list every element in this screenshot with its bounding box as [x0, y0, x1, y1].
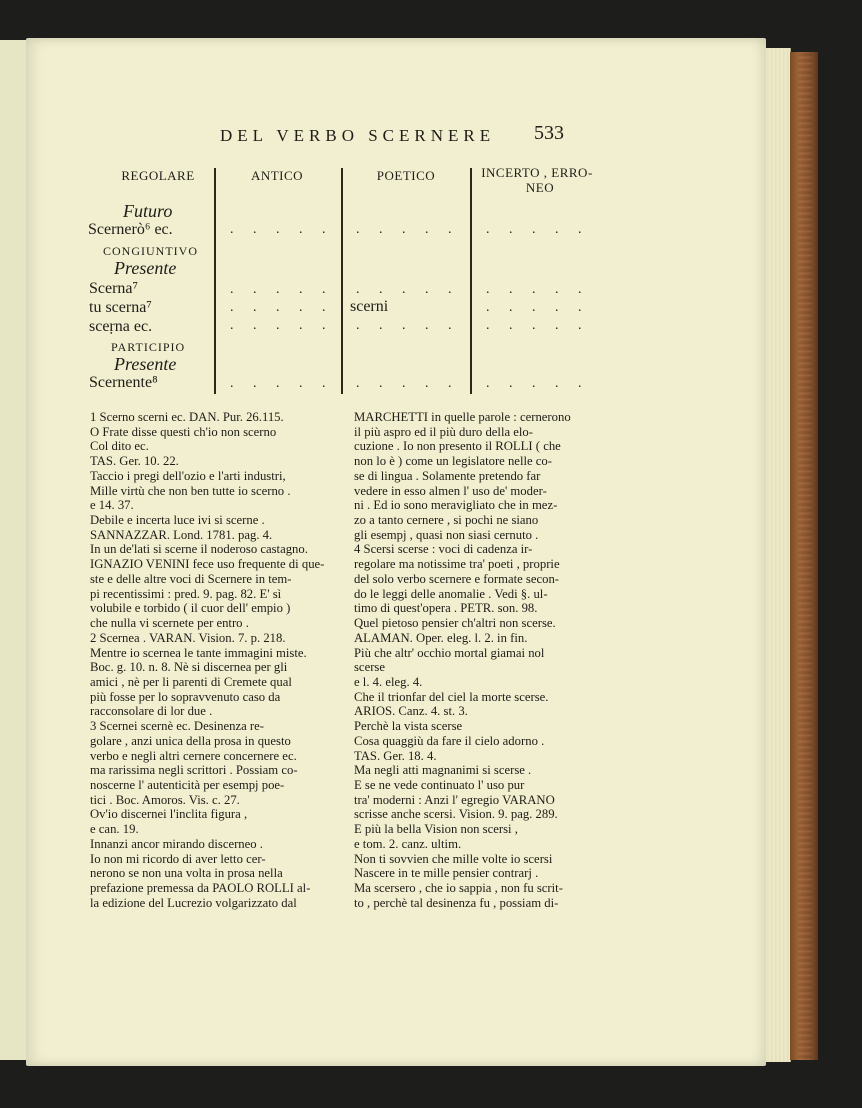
footnote-line: gli esempj , quasi non siasi cernuto .: [354, 527, 539, 542]
footnote-line: ni . Ed io sono meravigliato che in mez-: [354, 498, 558, 513]
footnote-line: Perchè la vista scerse: [354, 719, 463, 734]
footnote-line: E più la bella Vision non scersi ,: [354, 822, 518, 837]
footnote-line: noscerne l' autenticità per esempj poe-: [90, 778, 285, 792]
dots-poetico: . . . . .: [356, 222, 460, 237]
footnote-line: amici , nè per li parenti di Cremete qual: [90, 674, 292, 689]
footnote-line: IGNAZIO VENINI fece uso frequente di que-: [90, 557, 325, 572]
footnote-line: e tom. 2. canz. ultim.: [354, 836, 462, 851]
footnote-line: tra' moderni : Anzi l' egregio VARANO: [354, 792, 555, 807]
page-number: 533: [534, 122, 564, 144]
dots-antico: . . . . .: [230, 300, 334, 315]
book-cover-spine: [790, 52, 818, 1060]
footnote-line: racconsolare di lor due .: [90, 704, 213, 719]
footnote-line: 2 Scernea . VARAN. Vision. 7. p. 218.: [90, 630, 286, 645]
footnote-line: Ma negli atti magnanimi si scerse .: [354, 763, 532, 778]
footnote-line: Nascere in te mille pensier contrarj .: [354, 866, 539, 881]
footnote-line: la edizione del Lucrezio volgarizzato dal: [90, 895, 297, 910]
running-head: DEL VERBO SCERNERE: [220, 126, 496, 145]
footnote-line: Quel pietoso pensier ch'altri non scerse.: [354, 616, 556, 631]
row-label: Scernente⁸: [89, 374, 158, 391]
footnote-line: In un de'lati si scerne il noderoso castagno.: [90, 542, 308, 557]
row-label: Scernerò⁶ ec.: [88, 221, 173, 238]
row-label: Futuro: [123, 201, 173, 221]
poetico-value: scerni: [350, 298, 389, 315]
footnote-line: tici . Boc. Amoros. Vis. c. 27.: [90, 792, 240, 807]
footnote-line: Ma scersero , che io sappia , non fu scrit-: [354, 881, 563, 896]
footnote-line: non lo è ) come un legislatore nelle co-: [354, 454, 552, 469]
footnote-line: E se ne vede continuato l' uso pur: [354, 778, 525, 792]
row-label: tu scerna⁷: [89, 299, 152, 316]
dots-incerto: . . . . .: [486, 376, 590, 391]
footnote-line: cuzione . Io non presento il ROLLI ( che: [354, 439, 561, 454]
footnote-line: scerse: [354, 660, 385, 675]
footnote-line: 4 Scersi scerse : voci di cadenza ir-: [354, 542, 533, 557]
header-regolare: REGOLARE: [121, 168, 195, 183]
footnote-line: ma rarissima negli scrittori . Possiam co-: [90, 763, 298, 778]
footnote-line: ALAMAN. Oper. eleg. l. 2. in fin.: [354, 630, 528, 645]
page-edges: [762, 48, 791, 1062]
dots-poetico: . . . . .: [356, 282, 460, 297]
dots-antico: . . . . .: [230, 222, 334, 237]
footnote-line: Boc. g. 10. n. 8. Nè si discernea per gli: [90, 660, 288, 675]
dots-antico: . . . . .: [230, 376, 334, 391]
footnote-line: più fosse per lo sopravvenuto caso da: [90, 689, 281, 704]
footnote-line: del solo verbo scernere e formate secon-: [354, 571, 560, 586]
row-label: PARTICIPIO: [111, 340, 186, 354]
footnote-line: verbo e negli altri cernere concernere ec.: [90, 748, 297, 763]
header-poetico: POETICO: [376, 168, 436, 183]
footnote-line: do le leggi delle anomalie . Vedi §. ul-: [354, 586, 548, 601]
footnote-line: Più che altr' occhio mortal giamai nol: [354, 645, 545, 660]
footnote-line: Non ti sovvien che mille volte io scersi: [354, 851, 553, 866]
footnote-line: regolare ma notissime tra' poeti , proprie: [354, 557, 560, 572]
dots-incerto: . . . . .: [486, 222, 590, 237]
footnote-line: ARIOS. Canz. 4. st. 3.: [354, 704, 468, 719]
footnote-line: scrisse anche scersi. Vision. 9. pag. 289.: [354, 807, 558, 822]
footnote-line: pi recentissimi : pred. 9. pag. 82. E' sì: [90, 586, 282, 601]
footnote-line: Innanzi ancor mirando discerneo .: [90, 836, 263, 851]
footnote-line: che nulla vi scernete per entro .: [90, 616, 249, 631]
footnote-line: TAS. Ger. 18. 4.: [354, 748, 437, 763]
footnote-line: se di lingua . Solamente pretendo far: [354, 468, 541, 483]
dots-incerto: . . . . .: [486, 318, 590, 333]
dots-incerto: . . . . .: [486, 282, 590, 297]
footnote-line: 1 Scerno scerni ec. DAN. Pur. 26.115.: [90, 410, 284, 424]
header-incerto: INCERTO , ERRO-: [481, 165, 593, 180]
row-label: CONGIUNTIVO: [103, 244, 198, 258]
dots-poetico: . . . . .: [356, 376, 460, 391]
dots-poetico: . . . . .: [356, 318, 460, 333]
footnote-line: Col dito ec.: [90, 439, 149, 454]
footnote-line: prefazione premessa da PAOLO ROLLI al-: [90, 881, 311, 896]
footnote-line: Taccio i pregi dell'ozio e l'arti industri,: [90, 468, 286, 483]
footnote-line: to , perchè tal desinenza fu , possiam di-: [354, 895, 559, 910]
footnote-line: zo a tanto cernere , si pochi ne siano: [354, 513, 539, 528]
footnote-line: nerono se non una volta in prosa nella: [90, 866, 283, 881]
dots-antico: . . . . .: [230, 318, 334, 333]
footnote-line: Mille virtù che non ben tutte io scerno .: [90, 483, 291, 498]
footnote-line: Ov'io discernei l'inclita figura ,: [90, 807, 248, 822]
footnote-line: SANNAZZAR. Lond. 1781. pag. 4.: [90, 527, 273, 542]
column-rule: [470, 168, 472, 394]
footnote-line: TAS. Ger. 10. 22.: [90, 454, 179, 469]
column-rule: [214, 168, 216, 394]
footnote-line: Mentre io scernea le tante immagini miste.: [90, 645, 307, 660]
footnote-line: golare , anzi unica della prosa in questo: [90, 733, 291, 748]
footnote-line: e 14. 37.: [90, 498, 134, 513]
footnote-line: il più aspro ed il più duro della elo-: [354, 424, 533, 439]
header-antico: ANTICO: [250, 168, 304, 183]
dots-incerto: . . . . .: [486, 300, 590, 315]
footnote-line: volubile e torbido ( il cuor dell' empio ): [90, 601, 291, 616]
row-label: sceṛna ec.: [89, 318, 153, 335]
footnote-line: e l. 4. eleg. 4.: [354, 674, 423, 689]
footnote-line: ste e delle altre voci di Scernere in tem-: [90, 571, 292, 586]
footnote-line: O Frate disse questi ch'io non scerno: [90, 424, 277, 439]
footnote-line: e can. 19.: [90, 822, 139, 837]
footnote-line: Debile e incerta luce ivi si scerne .: [90, 513, 265, 528]
footnote-line: timo di quest'opera . PETR. son. 98.: [354, 601, 538, 616]
row-label: Presente: [114, 354, 177, 374]
footnote-line: 3 Scernei scernè ec. Desinenza re-: [90, 719, 265, 734]
row-label: Scerna⁷: [89, 280, 139, 297]
footnote-line: Io non mi ricordo di aver letto cer-: [90, 851, 266, 866]
column-rule: [341, 168, 343, 394]
footnote-line: MARCHETTI in quelle parole : cernerono: [354, 410, 571, 424]
footnote-line: Cosa quaggiù da fare il cielo adorno .: [354, 733, 545, 748]
footnote-line: Che il trionfar del ciel la morte scerse.: [354, 689, 549, 704]
header-incerto-cont: NEO: [525, 180, 555, 195]
footnote-line: vedere in esso almen l' uso de' moder-: [354, 483, 547, 498]
dots-antico: . . . . .: [230, 282, 334, 297]
row-label: Presente: [114, 258, 177, 278]
